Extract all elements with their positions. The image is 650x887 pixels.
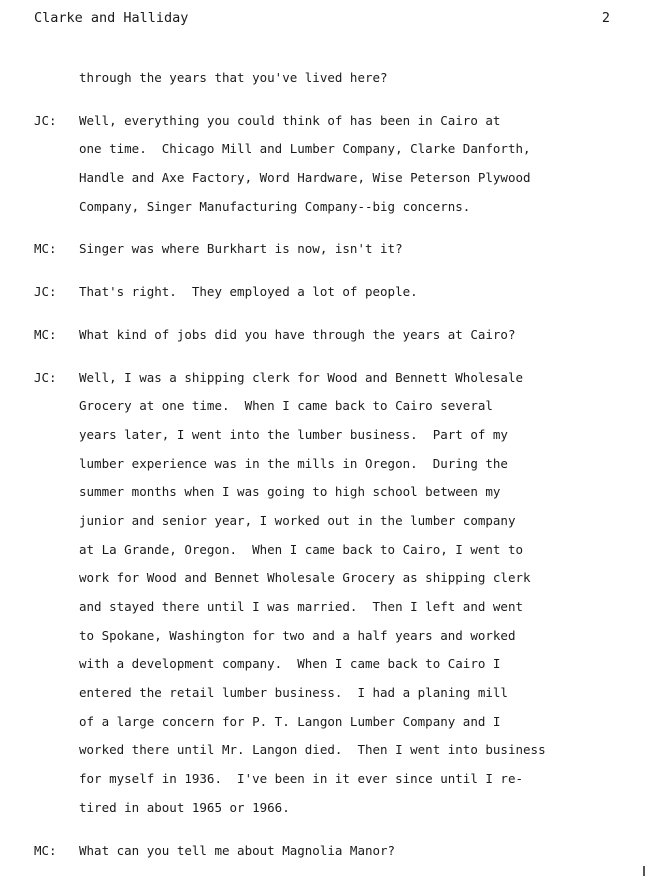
text-line: at La Grande, Oregon. When I came back to Cairo, I went to: [79, 541, 524, 557]
text-line: summer months when I was going to high school between my: [79, 484, 501, 500]
transcript-paragraph: [34, 837, 624, 866]
text-line: That's right. They employed a lot of people.: [79, 284, 418, 300]
transcript-paragraph: [34, 278, 624, 307]
transcript-paragraph: [34, 321, 624, 350]
text-line: What can you tell me about Magnolia Manor?: [79, 842, 396, 858]
text-line: lumber experience was in the mills in Oregon. During the: [79, 455, 508, 471]
paragraph-text: [79, 321, 624, 350]
paragraph-text: [79, 235, 624, 264]
paragraph-text: [79, 278, 624, 307]
paragraph-text: [79, 107, 624, 222]
text-line: work for Wood and Bennet Wholesale Grocery as shipping clerk: [79, 570, 531, 586]
text-line: for myself in 1936. I've been in it ever since until I re-: [79, 771, 524, 787]
text-line: through the years that you've lived here?: [79, 70, 388, 85]
transcript-body: [34, 64, 624, 879]
text-line: to Spokane, Washington for two and a half years and worked: [79, 627, 516, 643]
text-line: and stayed there until I was married. Then I left and went: [79, 599, 524, 614]
speaker-label: JC:: [34, 369, 57, 385]
text-line: years later, I went into the lumber business. Part of my: [79, 426, 508, 442]
transcript-paragraph: [34, 64, 624, 93]
text-line: Singer was where Burkhart is now, isn't it?: [79, 241, 403, 257]
transcript-paragraph: [34, 364, 624, 823]
text-line: of a large concern for P. T. Langon Lumber Company and I: [79, 713, 501, 729]
text-line: What kind of jobs did you have through the years at Cairo?: [79, 326, 516, 342]
paragraph-text: [79, 64, 624, 93]
text-line: Grocery at one time. When I came back to Cairo several: [79, 398, 493, 414]
speaker-label: MC:: [34, 326, 57, 342]
page-number: 2: [601, 10, 610, 26]
header-title: Clarke and Halliday: [34, 10, 189, 26]
text-line: junior and senior year, I worked out in the lumber company: [79, 512, 516, 528]
text-line: one time. Chicago Mill and Lumber Company, Clarke Danforth,: [79, 141, 531, 157]
transcript-paragraph: [34, 107, 624, 222]
text-line: tired in about 1965 or 1966.: [79, 799, 290, 815]
margin-mark: [643, 866, 645, 876]
text-line: entered the retail lumber business. I had a planing mill: [79, 685, 508, 701]
text-line: Well, I was a shipping clerk for Wood and Bennett Wholesale: [79, 369, 524, 385]
paragraph-text: [79, 837, 624, 866]
speaker-label: MC:: [34, 842, 57, 858]
transcript-paragraph: [34, 235, 624, 264]
text-line: Handle and Axe Factory, Word Hardware, Wise Peterson Plywood: [79, 170, 531, 186]
speaker-label: JC:: [34, 284, 57, 300]
paragraph-text: [79, 364, 624, 823]
text-line: with a development company. When I came back to Cairo I: [79, 656, 501, 672]
speaker-label: MC:: [34, 241, 57, 257]
text-line: Well, everything you could think of has been in Cairo at: [79, 112, 501, 128]
text-line: Company, Singer Manufacturing Company--big concerns.: [79, 198, 471, 214]
text-line: worked there until Mr. Langon died. Then I went into business: [79, 742, 546, 758]
speaker-label: JC:: [34, 112, 57, 128]
page-header: [34, 10, 610, 30]
